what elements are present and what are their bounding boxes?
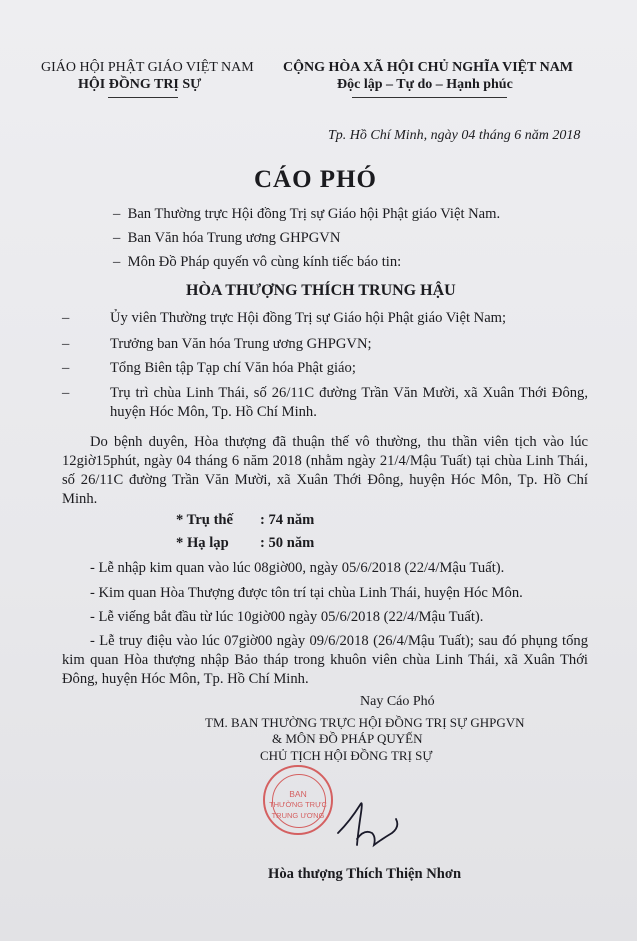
position-dash: –	[62, 385, 70, 401]
schedule-item: - Lễ truy điệu vào lúc 07giờ00 ngày 09/6/2018 (26/4/Mậu Tuất); sau đó phụng tống kim quan Hòa thượng nhập Bảo tháp trong khuôn viên chùa Linh Thái, xã Xuân Thới Đông, huyện Hóc Môn, Tp. Hồ Chí Minh.	[62, 633, 588, 687]
closing-org: TM. BAN THƯỜNG TRỰC HỘI ĐỒNG TRỊ SỰ GHPGVN	[205, 715, 525, 730]
seal-text: TRUNG ƯƠNG	[271, 811, 325, 820]
org-underline	[108, 97, 178, 98]
monastic-age-value: : 50 năm	[260, 535, 315, 551]
closing-note: Nay Cáo Phó	[360, 694, 435, 709]
deceased-name: HÒA THƯỢNG THÍCH TRUNG HẬU	[186, 282, 456, 299]
position-item: Tổng Biên tập Tạp chí Văn hóa Phật giáo;	[110, 360, 356, 376]
org-name: GIÁO HỘI PHẬT GIÁO VIỆT NAM	[41, 60, 254, 75]
signer-name: Hòa thượng Thích Thiện Nhơn	[268, 866, 462, 882]
closing-title: CHỦ TỊCH HỘI ĐỒNG TRỊ SỰ	[260, 748, 433, 763]
position-dash: –	[62, 336, 70, 352]
page-title: CÁO PHÓ	[254, 166, 377, 193]
lifespan-label: * Trụ thế	[176, 512, 234, 528]
addressee-text: Môn Đồ Pháp quyến vô cùng kính tiếc báo tin:	[127, 254, 402, 270]
monastic-age-label: * Hạ lạp	[176, 535, 229, 551]
addressee-item: – Môn Đồ Pháp quyến vô cùng kính tiếc báo tin:	[113, 254, 402, 270]
position-item: Ủy viên Thường trực Hội đồng Trị sự Giáo hội Phật giáo Việt Nam;	[110, 310, 507, 326]
red-seal	[263, 765, 333, 835]
country-motto: Độc lập – Tự do – Hạnh phúc	[337, 77, 513, 92]
addressee-text: Ban Văn hóa Trung ương GHPGVN	[127, 230, 341, 246]
motto-underline	[352, 97, 507, 98]
org-council: HỘI ĐỒNG TRỊ SỰ	[78, 77, 202, 92]
position-dash: –	[62, 360, 70, 376]
addressee-item: – Ban Thường trực Hội đồng Trị sự Giáo hội Phật giáo Việt Nam.	[113, 206, 501, 222]
handwritten-signature	[330, 793, 420, 853]
schedule-item: - Lễ viếng bắt đầu từ lúc 10giờ00 ngày 05/6/2018 (22/4/Mậu Tuất).	[90, 609, 484, 625]
schedule-item: - Lễ nhập kim quan vào lúc 08giờ00, ngày 05/6/2018 (22/4/Mậu Tuất).	[90, 560, 505, 576]
closing-family: & MÔN ĐỒ PHÁP QUYẾN	[272, 731, 423, 746]
lifespan-value: : 74 năm	[260, 512, 315, 528]
addressee-item: – Ban Văn hóa Trung ương GHPGVN	[113, 230, 341, 246]
position-dash: –	[62, 310, 70, 326]
seal-text: THƯỜNG TRỰC	[269, 800, 327, 809]
addressee-text: Ban Thường trực Hội đồng Trị sự Giáo hội Phật giáo Việt Nam.	[127, 206, 501, 222]
date-line: Tp. Hồ Chí Minh, ngày 04 tháng 6 năm 2018	[328, 128, 581, 143]
position-item: Trụ trì chùa Linh Thái, số 26/11C đường Trần Văn Mười, xã Xuân Thới Đông, huyện Hóc Môn, Tp. Hồ Chí Minh.	[110, 385, 588, 420]
position-item: Trưởng ban Văn hóa Trung ương GHPGVN;	[110, 336, 372, 352]
country-name: CỘNG HÒA XÃ HỘI CHỦ NGHĨA VIỆT NAM	[283, 60, 574, 75]
schedule-item: - Kim quan Hòa Thượng được tôn trí tại chùa Linh Thái, huyện Hóc Môn.	[90, 585, 523, 601]
seal-text: BAN	[289, 789, 307, 799]
announcement-paragraph: Do bệnh duyên, Hòa thượng đã thuận thế vô thường, thu thần viên tịch vào lúc 12giờ15phút, ngày 04 tháng 6 năm 2018 (nhằm ngày 21/4/Mậu Tuất) tại chùa Linh Thái, số 26/11C đường Trần Văn Mười, xã Xuân Thới Đông, huyện Hóc Môn, Tp. Hồ Chí Minh.	[62, 434, 588, 507]
